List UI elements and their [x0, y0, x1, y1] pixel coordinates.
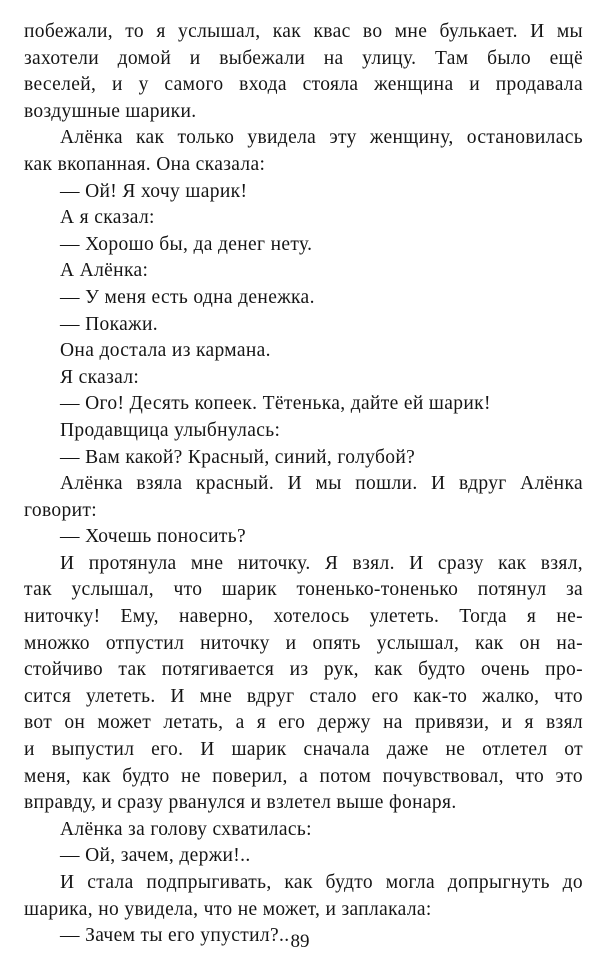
- page-body: [24, 19, 583, 950]
- text-line: воздушные шарики.: [24, 100, 197, 122]
- text-line: шарика, но увидела, что не может, и заплакала:: [24, 898, 432, 920]
- text-line: Она достала из кармана.: [60, 340, 271, 362]
- text-line: Я сказал:: [60, 366, 140, 388]
- text-line: — Хорошо бы, да денег нету.: [60, 233, 313, 255]
- text-line: А Алёнка:: [60, 260, 149, 282]
- text-line: — Хочешь поносить?: [60, 526, 247, 548]
- text-line: А я сказал:: [60, 207, 155, 229]
- text-line: — Ого! Десять копеек. Тётенька, дайте ей шарик!: [60, 393, 491, 415]
- text-line: так услышал, что шарик тоненько-тоненько потянул за: [24, 579, 583, 601]
- text-line: — Покажи.: [60, 313, 158, 335]
- text-line: и выпустил его. И шарик сначала даже не отлетел от: [24, 739, 583, 761]
- text-line: сится улететь. И мне вдруг стало его как-то жалко, что: [24, 685, 583, 707]
- text-line: И стала подпрыгивать, как будто могла допрыгнуть до: [60, 872, 583, 893]
- text-line: — У меня есть одна денежка.: [60, 286, 315, 308]
- text-line: — Ой! Я хочу шарик!: [60, 180, 248, 202]
- text-line: захотели домой и выбежали на улицу. Там было ещё: [24, 47, 583, 69]
- text-line: Алёнка как только увидела эту женщину, остановилась: [60, 127, 583, 149]
- text-line: — Вам какой? Красный, синий, голубой?: [60, 446, 416, 468]
- text-line: Продавщица улыбнулась:: [60, 419, 281, 441]
- page-number: 89: [290, 931, 310, 952]
- text-line: меня, как будто не поверил, а потом почувствовал, что это: [24, 765, 583, 787]
- text-line: побежали, то я услышал, как квас во мне булькает. И мы: [24, 21, 583, 42]
- text-line: вправду, и сразу рванулся и взлетел выше фонаря.: [24, 792, 457, 814]
- text-line: — Зачем ты его упустил?..: [60, 925, 290, 947]
- text-line: ниточку! Ему, наверно, хотелось улететь. Тогда я не-: [24, 606, 583, 628]
- text-line: множко отпустил ниточку и опять услышал, как он на-: [24, 632, 583, 654]
- text-line: стойчиво так потягивается из рук, как будто очень про-: [24, 659, 583, 681]
- text-line: вот он может летать, а я его держу на привязи, и я взял: [24, 712, 583, 734]
- text-line: как вкопанная. Она сказала:: [24, 153, 266, 175]
- text-line: И протянула мне ниточку. Я взял. И сразу как взял,: [60, 552, 583, 574]
- text-line: — Ой, зачем, держи!..: [60, 845, 251, 867]
- text-line: говорит:: [24, 499, 98, 521]
- text-line: веселей, и у самого входа стояла женщина и продавала: [24, 74, 583, 96]
- text-line: Алёнка взяла красный. И мы пошли. И вдруг Алёнка: [60, 473, 583, 495]
- text-line: Алёнка за голову схватилась:: [60, 818, 312, 840]
